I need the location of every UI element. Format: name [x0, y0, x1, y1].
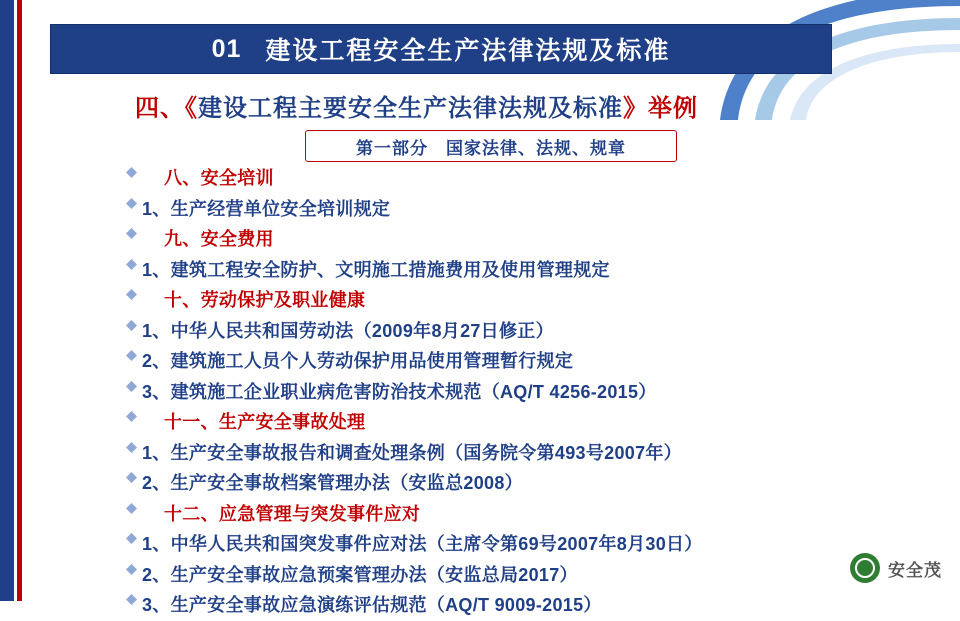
list-item [120, 255, 920, 286]
part-label-box [305, 130, 677, 162]
diamond-bullet-icon [120, 499, 142, 514]
slide-title-number: 01 [211, 34, 242, 63]
diamond-bullet-icon [120, 407, 142, 422]
circle-logo-icon [850, 553, 880, 583]
list-item [120, 438, 920, 469]
list-item-label: 2、生产安全事故档案管理办法（安监总2008） [142, 473, 523, 493]
diamond-bullet-icon [120, 255, 142, 270]
list-item [120, 529, 920, 560]
left-navy-bar [0, 0, 14, 601]
slide-title-text: 建设工程安全生产法律法规及标准 [265, 37, 671, 65]
diamond-bullet-icon [120, 194, 142, 209]
diamond-bullet-icon [120, 346, 142, 361]
diamond-bullet-icon [120, 316, 142, 331]
diamond-bullet-icon [120, 438, 142, 453]
list-item [120, 560, 920, 591]
list-item-label: 十一、生产安全事故处理 [164, 412, 366, 432]
list-item-label: 3、建筑施工企业职业病危害防治技术规范（AQ/T 4256-2015） [142, 381, 657, 402]
list-item [120, 590, 920, 621]
content-list [120, 163, 920, 621]
list-item [120, 499, 920, 530]
diamond-bullet-icon [120, 468, 142, 483]
list-item [120, 346, 920, 377]
list-item [120, 468, 920, 499]
diamond-bullet-icon [120, 224, 142, 239]
list-item [120, 194, 920, 225]
list-item-label: 3、生产安全事故应急演练评估规范（AQ/T 9009-2015） [142, 595, 602, 615]
list-item-label: 1、中华人民共和国劳动法（2009年8月27日修正） [142, 320, 554, 341]
list-item [120, 377, 920, 408]
section-heading-prefix: 四、《 [135, 95, 198, 122]
list-item-label: 1、建筑工程安全防护、文明施工措施费用及使用管理规定 [142, 259, 610, 280]
list-item [120, 163, 920, 194]
list-item-label: 2、建筑施工人员个人劳动保护用品使用管理暂行规定 [142, 351, 574, 371]
section-heading-main: 建设工程主要安全生产法律法规及标准 [198, 95, 623, 122]
watermark [850, 553, 942, 583]
list-item [120, 407, 920, 438]
list-item-label: 2、生产安全事故应急预案管理办法（安监总局2017） [142, 564, 578, 585]
diamond-bullet-icon [120, 529, 142, 544]
list-item-label: 十、劳动保护及职业健康 [164, 290, 366, 310]
diamond-bullet-icon [120, 285, 142, 300]
list-item-label: 八、安全培训 [164, 168, 274, 188]
list-item-label: 1、中华人民共和国突发事件应对法（主席令第69号2007年8月30日） [142, 534, 703, 554]
list-item [120, 285, 920, 316]
slide-title-bar [50, 24, 832, 74]
list-item-label: 1、生产经营单位安全培训规定 [142, 198, 391, 219]
section-heading-suffix: 》举例 [623, 95, 698, 122]
part-label-text: 第一部分 国家法律、法规、规章 [356, 138, 626, 158]
diamond-bullet-icon [120, 163, 142, 178]
list-item-label: 十二、应急管理与突发事件应对 [164, 503, 421, 524]
list-item [120, 316, 920, 347]
list-item-label: 九、安全费用 [164, 229, 274, 249]
list-item-label: 1、生产安全事故报告和调查处理条例（国务院令第493号2007年） [142, 442, 682, 463]
section-heading [135, 88, 835, 123]
left-red-bar [17, 0, 22, 601]
watermark-label: 安全茂 [888, 560, 942, 580]
diamond-bullet-icon [120, 590, 142, 605]
diamond-bullet-icon [120, 560, 142, 575]
diamond-bullet-icon [120, 377, 142, 392]
list-item [120, 224, 920, 255]
